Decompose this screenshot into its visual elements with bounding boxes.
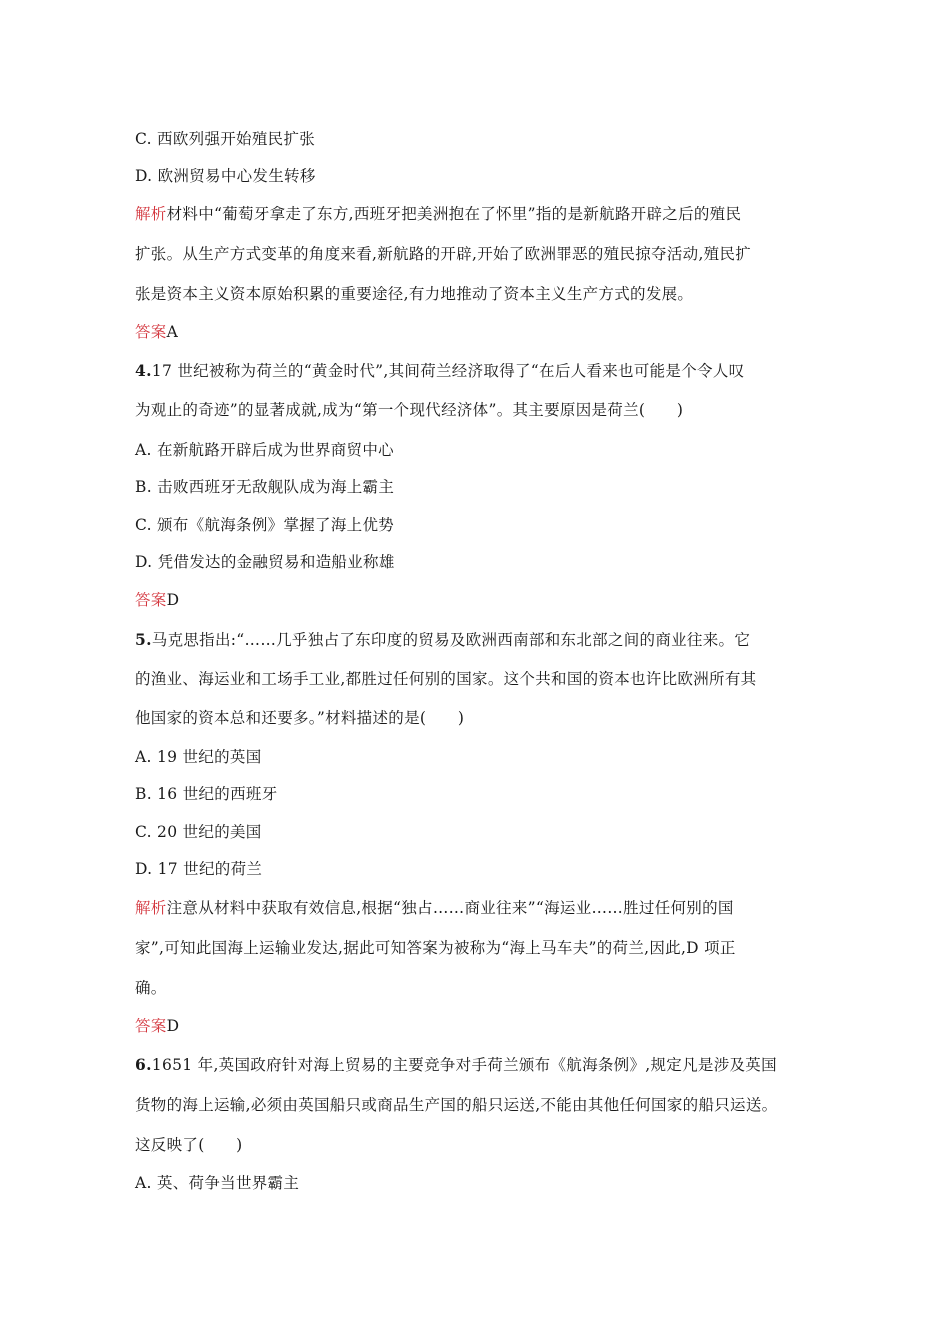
q5-analysis-line-3: 确。 <box>135 979 167 997</box>
q5-option-b: B. 16 世纪的西班牙 <box>135 785 278 803</box>
q4-answer-value: D <box>166 591 180 609</box>
q4-stem-line-2: 为观止的奇迹”的显著成就,成为“第一个现代经济体”。其主要原因是荷兰( ) <box>135 401 684 419</box>
q5-analysis-line-2: 家”,可知此国海上运输业发达,据此可知答案为被称为“海上马车夫”的荷兰,因此,D 项正 <box>135 939 736 957</box>
q3-analysis-line-3: 张是资本主义资本原始积累的重要途径,有力地推动了资本主义生产方式的发展。 <box>135 285 694 303</box>
q4-option-b: B. 击败西班牙无敌舰队成为海上霸主 <box>135 478 395 496</box>
q6-stem-text-1: 1651 年,英国政府针对海上贸易的主要竞争对手荷兰颁布《航海条例》,规定凡是涉及英国 <box>151 1056 777 1074</box>
q3-option-d: D. 欧洲贸易中心发生转移 <box>135 167 316 185</box>
q3-answer <box>135 321 825 343</box>
q6-stem-line-2: 货物的海上运输,必须由英国船只或商品生产国的船只运送,不能由其他任何国家的船只运送。 <box>135 1096 778 1114</box>
q6-option-a: A. 英、荷争当世界霸主 <box>135 1174 300 1192</box>
q5-stem-line-2: 的渔业、海运业和工场手工业,都胜过任何别的国家。这个共和国的资本也许比欧洲所有其 <box>135 670 757 688</box>
q5-number: 5. <box>135 630 152 649</box>
q5-answer-value: D <box>166 1017 180 1035</box>
q5-answer <box>135 1015 825 1037</box>
q5-stem-text-1: 马克思指出:“……几乎独占了东印度的贸易及欧洲西南部和东北部之间的商业往来。它 <box>151 631 751 649</box>
q4-stem-line-1 <box>135 360 825 382</box>
q4-option-c: C. 颁布《航海条例》掌握了海上优势 <box>135 516 395 534</box>
q4-stem-text-1: 17 世纪被称为荷兰的“黄金时代”,其间荷兰经济取得了“在后人看来也可能是个令人叹 <box>151 362 745 380</box>
q6-stem-line-1 <box>135 1054 825 1076</box>
q3-answer-value: A <box>166 323 179 341</box>
answer-label: 答案 <box>135 591 167 609</box>
q3-option-c: C. 西欧列强开始殖民扩张 <box>135 130 316 148</box>
q4-option-a: A. 在新航路开辟后成为世界商贸中心 <box>135 441 394 459</box>
q3-analysis-line-1 <box>135 203 825 225</box>
q6-stem-line-3: 这反映了( ) <box>135 1136 243 1154</box>
q4-number: 4. <box>135 361 152 380</box>
q6-number: 6. <box>135 1055 152 1074</box>
answer-label: 答案 <box>135 1017 167 1035</box>
analysis-label: 解析 <box>135 899 167 917</box>
q5-stem-line-1 <box>135 629 825 651</box>
q5-stem-line-3: 他国家的资本总和还要多。”材料描述的是( ) <box>135 709 465 727</box>
q5-analysis-line-1 <box>135 897 825 919</box>
q5-option-c: C. 20 世纪的美国 <box>135 823 262 841</box>
answer-label: 答案 <box>135 323 167 341</box>
q5-option-d: D. 17 世纪的荷兰 <box>135 860 263 878</box>
analysis-label: 解析 <box>135 205 167 223</box>
q4-option-d: D. 凭借发达的金融贸易和造船业称雄 <box>135 553 395 571</box>
q5-option-a: A. 19 世纪的英国 <box>135 748 262 766</box>
q3-analysis-text-1: 材料中“葡萄牙拿走了东方,西班牙把美洲抱在了怀里”指的是新航路开辟之后的殖民 <box>166 205 742 223</box>
q3-analysis-line-2: 扩张。从生产方式变革的角度来看,新航路的开辟,开始了欧洲罪恶的殖民掠夺活动,殖民扩 <box>135 245 752 263</box>
q5-analysis-text-1: 注意从材料中获取有效信息,根据“独占……商业往来”“海运业……胜过任何别的国 <box>166 899 734 917</box>
q4-answer <box>135 589 825 611</box>
